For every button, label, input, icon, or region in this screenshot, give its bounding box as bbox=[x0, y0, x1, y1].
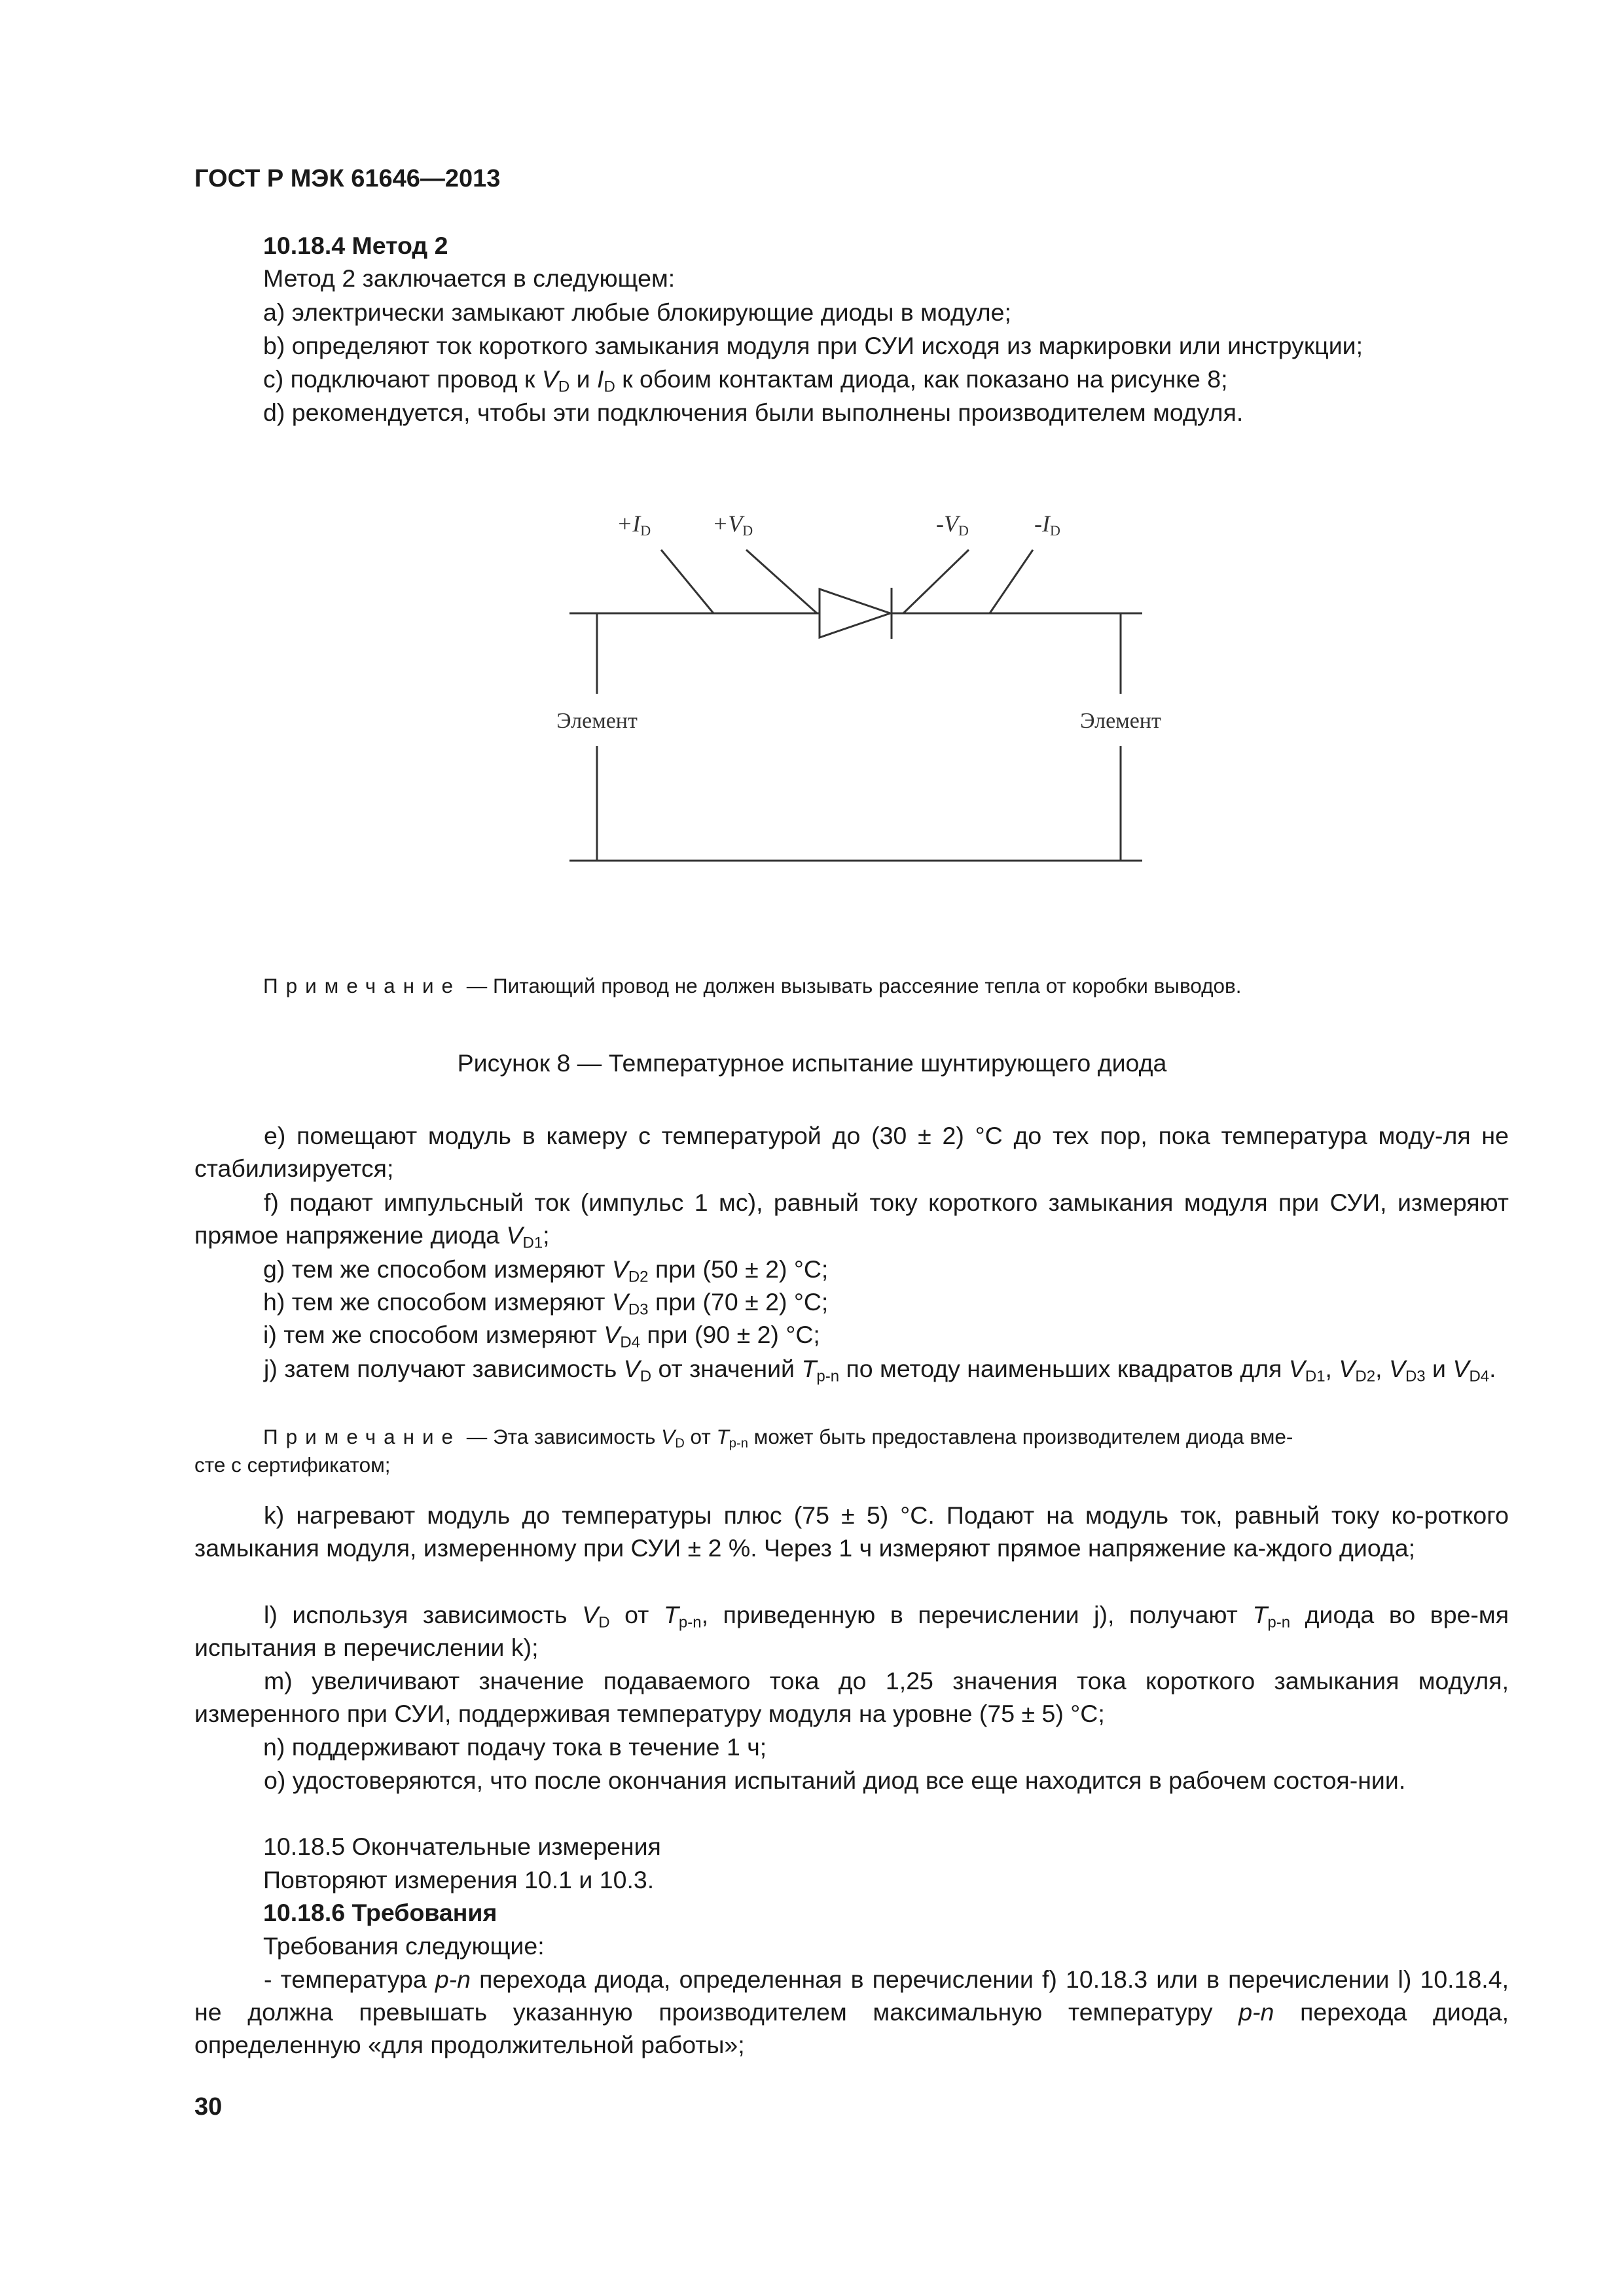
method-intro: Метод 2 заключается в следующем: bbox=[263, 264, 676, 292]
lead-plus-i bbox=[661, 550, 713, 613]
figure-caption: Рисунок 8 — Температурное испытание шунтирующего диода bbox=[457, 1049, 1167, 1077]
document-id: ГОСТ Р МЭК 61646—2013 bbox=[194, 165, 501, 192]
note-dependency-cont: сте с сертификатом; bbox=[194, 1453, 391, 1477]
label-minus-v: -VD bbox=[936, 511, 969, 539]
label-minus-i: -ID bbox=[1034, 511, 1060, 539]
section-heading-10-18-6: 10.18.6 Требования bbox=[263, 1899, 497, 1926]
step-n: n) поддерживают подачу тока в течение 1 ч; bbox=[263, 1733, 767, 1761]
step-b: b) определяют ток короткого замыкания модуля при СУИ исходя из маркировки или инструкции; bbox=[263, 332, 1363, 359]
step-m: m) увеличивают значение подаваемого тока до 1,25 значения тока короткого замыкания модуля, измеренного при СУИ, поддерживая температуру модуля на уровне (75 ± 5) °С; bbox=[194, 1667, 1509, 1727]
lead-plus-v bbox=[746, 550, 817, 613]
step-g: g) тем же способом измеряют $V_{D2}$ при (50 ± 2) °С; bbox=[263, 1255, 829, 1286]
label-plus-v: +VD bbox=[712, 511, 753, 539]
lead-minus-v bbox=[903, 550, 969, 613]
requirements-intro: Требования следующие: bbox=[263, 1932, 545, 1960]
diode-symbol bbox=[820, 589, 890, 637]
step-i: i) тем же способом измеряют $V_{D4}$ при (90 ± 2) °С; bbox=[263, 1321, 820, 1352]
step-e: e) помещают модуль в камеру с температурой до (30 ± 2) °С до тех пор, пока температура моду-ля не стабилизируется; bbox=[194, 1122, 1509, 1182]
step-l: l) используя зависимость $V_D$ от $T_{p-n}$, приведенную в перечислении j), получают $T_{p-n}$ диода во вре-мя испытания в перечислении k); bbox=[194, 1601, 1509, 1661]
step-a: a) электрически замыкают любые блокирующие диоды в модуле; bbox=[263, 298, 1011, 326]
diode-circuit-diagram bbox=[550, 484, 1165, 877]
page-number: 30 bbox=[194, 2093, 223, 2121]
requirement-1: - температура p-n перехода диода, определенная в перечислении f) 10.18.3 или в перечислении l) 10.18.4, не должна превышать указанную производителем максимальную температуру p-n перехода диода, определенную «для продолжительной работы»; bbox=[194, 1965, 1509, 2058]
step-f: f) подают импульсный ток (импульс 1 мс), равный току короткого замыкания модуля при СУИ, измеряют прямое напряжение диода $V_{D1}$; bbox=[194, 1189, 1509, 1252]
section-heading-10-18-5: 10.18.5 Окончательные измерения bbox=[263, 1833, 661, 1860]
element-left-label: Элемент bbox=[556, 709, 638, 733]
step-k: k) нагревают модуль до температуры плюс (75 ± 5) °С. Подают на модуль ток, равный току ко-роткого замыкания модуля, измеренному при СУИ ± 2 %. Через 1 ч измеряют прямое напряжение ка-ждого диода; bbox=[194, 1501, 1509, 1562]
step-o: o) удостоверяются, что после окончания испытаний диод все еще находится в рабочем состоя-нии. bbox=[264, 1767, 1406, 1794]
final-measurements-text: Повторяют измерения 10.1 и 10.3. bbox=[263, 1866, 655, 1893]
figure-note: Примечание — Питающий провод не должен вызывать рассеяние тепла от коробки выводов. bbox=[263, 974, 1242, 997]
label-plus-i: +ID bbox=[617, 511, 651, 539]
section-heading-10-18-4: 10.18.4 Метод 2 bbox=[263, 232, 448, 259]
element-right-label: Элемент bbox=[1080, 709, 1161, 733]
note-dependency: Примечание — Эта зависимость $V_D$ от $T_{p-n}$ может быть предоставлена производителем диода вме- bbox=[263, 1425, 1293, 1451]
step-h: h) тем же способом измеряют $V_{D3}$ при (70 ± 2) °С; bbox=[263, 1288, 829, 1319]
step-c: c) подключают провод к $V_D$ и $I_D$ к обоим контактам диода, как показано на рисунке 8; bbox=[263, 365, 1228, 396]
step-d: d) рекомендуется, чтобы эти подключения были выполнены производителем модуля. bbox=[263, 399, 1244, 426]
lead-minus-i bbox=[990, 550, 1033, 613]
step-j: j) затем получают зависимость $V_D$ от значений $T_{p-n}$ по методу наименьших квадратов для $V_{D1}$, $V_{D2}$, $V_{D3}$ и $V_{D4}$. bbox=[264, 1355, 1496, 1386]
